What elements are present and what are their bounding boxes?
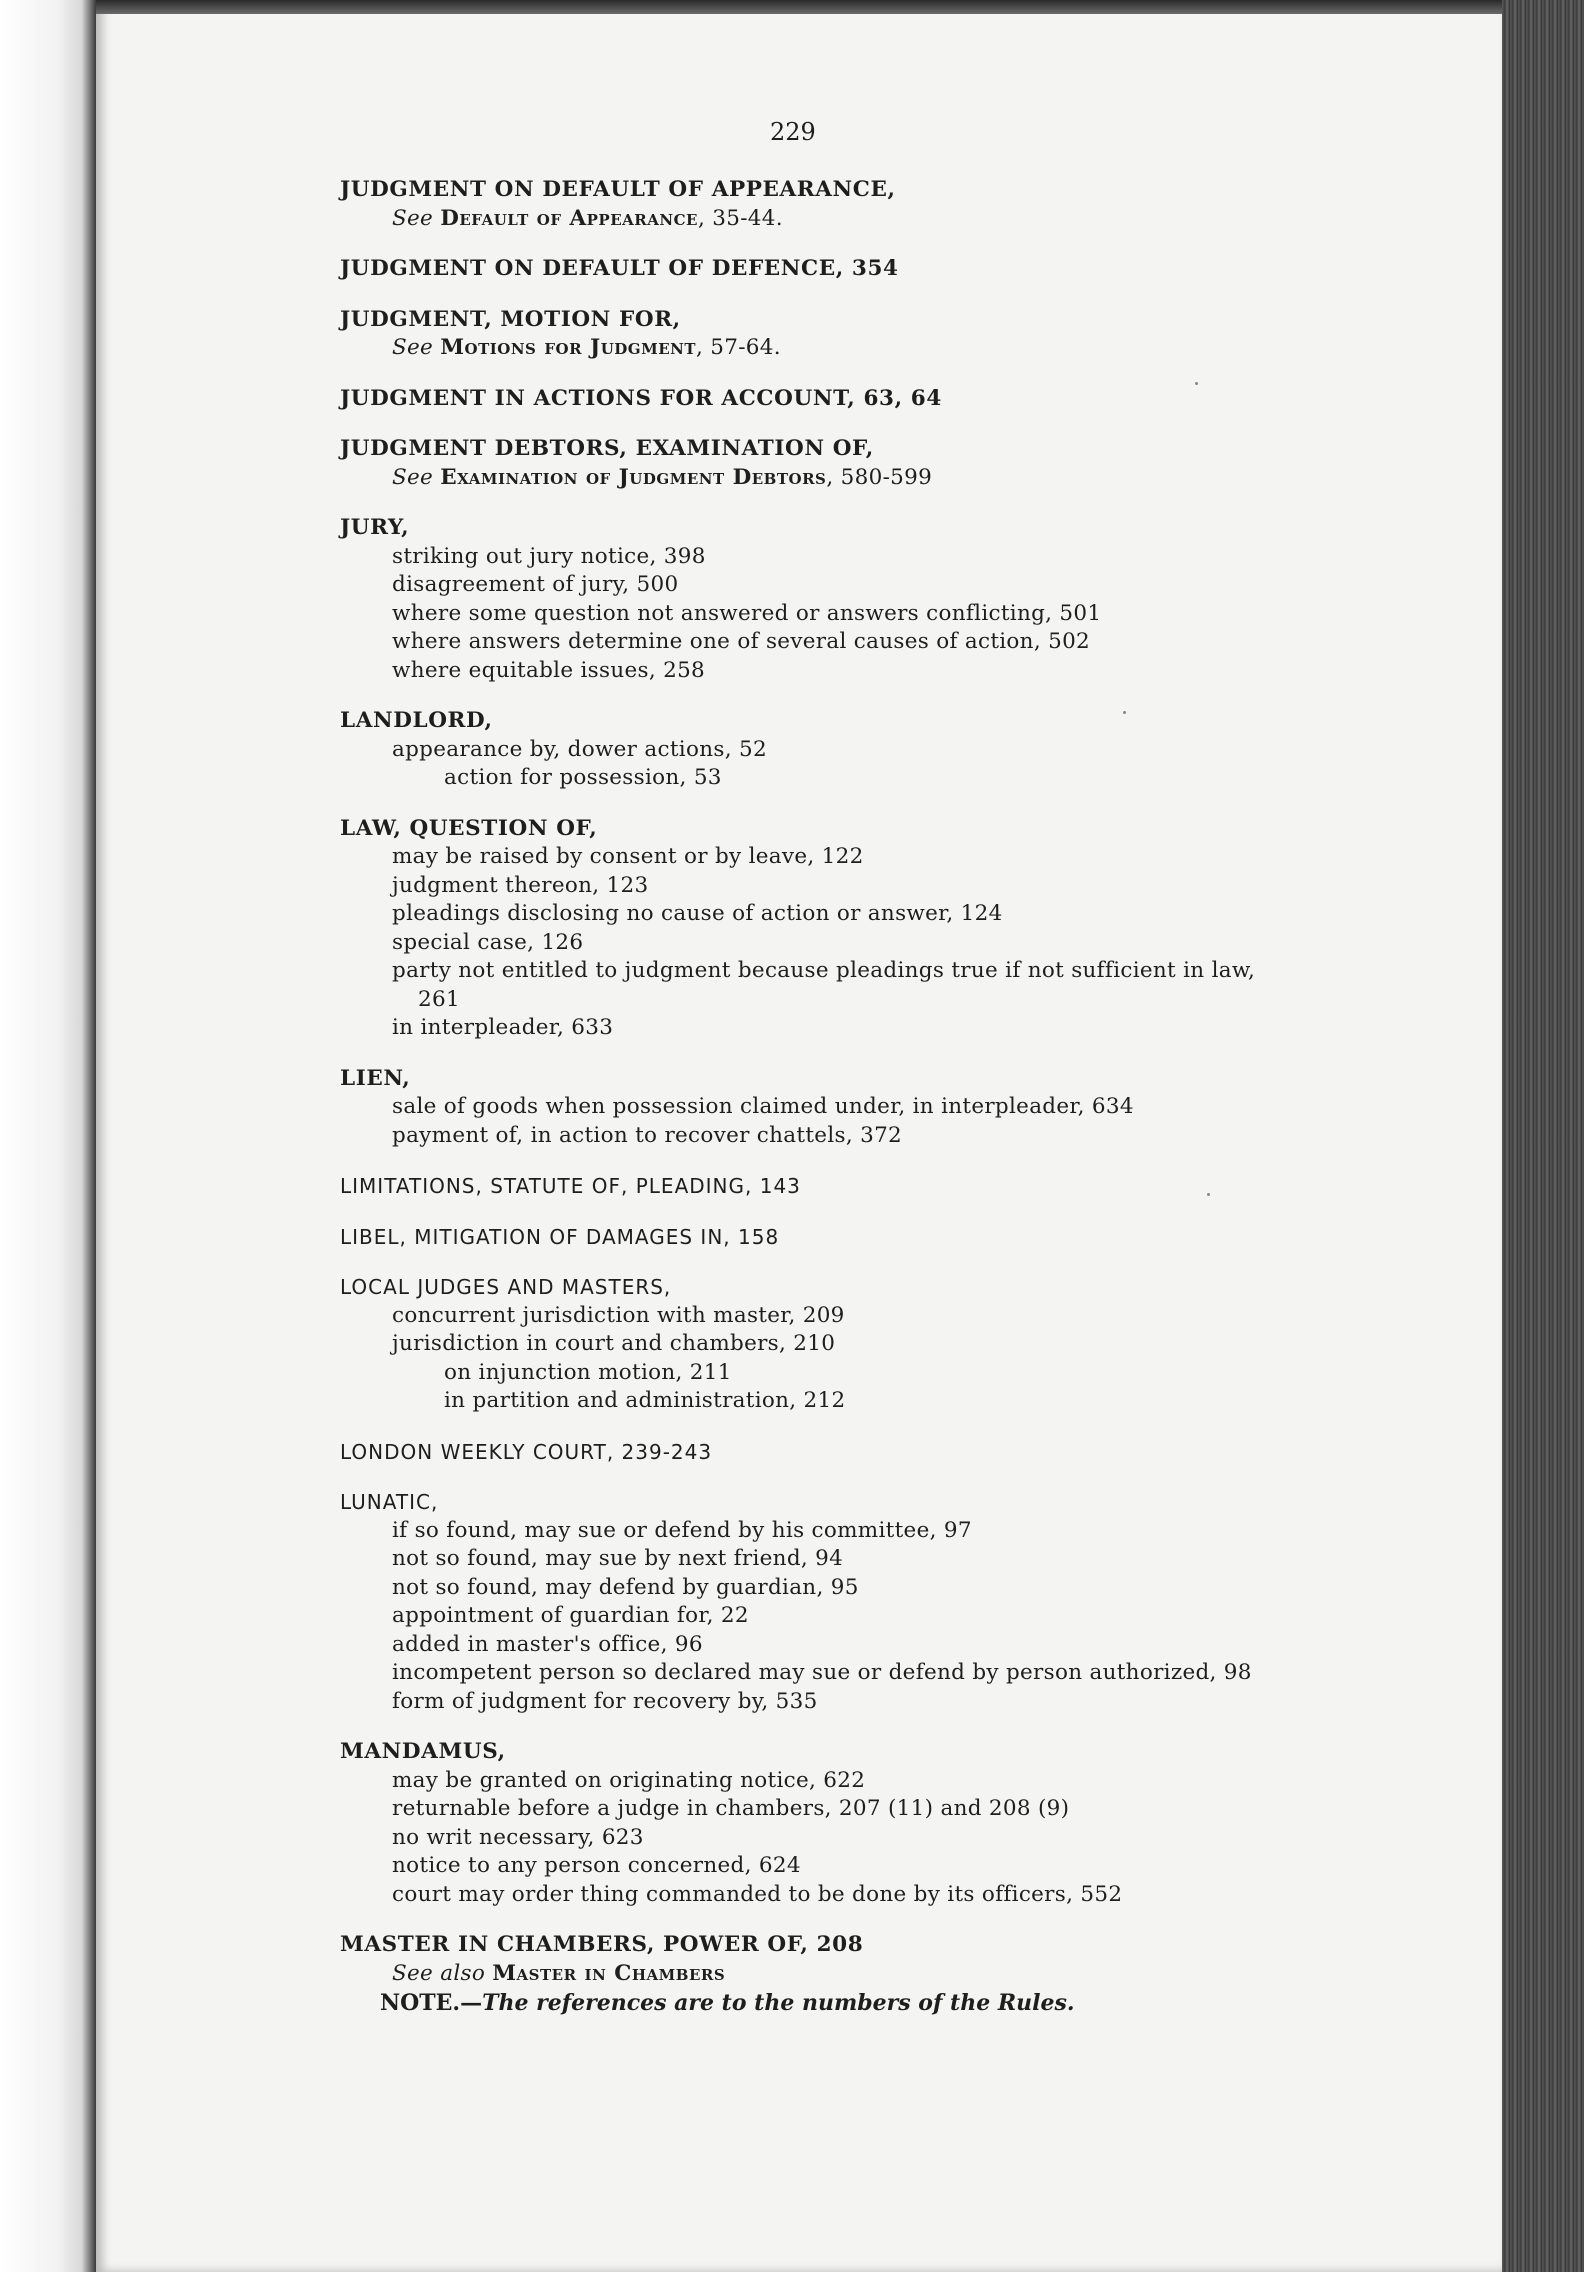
entry-heading: LIEN, (340, 1065, 411, 1091)
see-reference (340, 464, 1260, 493)
entry-heading: LOCAL JUDGES AND MASTERS, (340, 1275, 672, 1299)
subentry: not so found, may defend by guardian, 95 (392, 1574, 859, 1600)
subentry: striking out jury notice, 398 (392, 543, 706, 569)
entry-heading: MASTER IN CHAMBERS, POWER OF, 208 (340, 1932, 864, 1957)
subentry: where equitable issues, 258 (392, 657, 706, 683)
index-entry (340, 306, 1260, 363)
footnote-text: The references are to the numbers of the Rules. (482, 1990, 1075, 2016)
entry-heading: MANDAMUS, (340, 1739, 506, 1764)
entry-heading: JUDGMENT IN ACTIONS FOR ACCOUNT, 63, 64 (340, 385, 942, 411)
see-reference (340, 1960, 1260, 1989)
index-entry (340, 176, 1260, 233)
entry-heading: JURY, (340, 515, 410, 540)
subentry: appointment of guardian for, 22 (392, 1603, 749, 1628)
entry-heading: LANDLORD, (340, 708, 493, 733)
entry-heading: JUDGMENT ON DEFAULT OF APPEARANCE, (340, 177, 896, 202)
footnote (380, 1990, 1075, 2016)
entry-heading: LIBEL, MITIGATION OF DAMAGES IN, 158 (340, 1224, 780, 1249)
subentry: party not entitled to judgment because pleadings true if not sufficient in law, 261 (392, 958, 1256, 1012)
subentry: judgment thereon, 123 (392, 872, 649, 898)
see-prefix: See (392, 205, 434, 231)
scan-speck (1195, 382, 1198, 385)
sub-subentry: on injunction motion, 211 (444, 1359, 732, 1385)
see-target: Default of Appearance (440, 205, 698, 231)
subentry: sale of goods when possession claimed under, in interpleader, 634 (392, 1094, 1134, 1119)
entry-heading: LIMITATIONS, STATUTE OF, PLEADING, 143 (340, 1174, 801, 1198)
see-pages: , 35-44. (697, 205, 783, 231)
index-entry (340, 707, 1260, 793)
see-prefix: See (392, 464, 434, 490)
subentry: jurisdiction in court and chambers, 210 (392, 1331, 836, 1356)
see-pages: , 580-599 (826, 464, 933, 490)
entry-heading: JUDGMENT DEBTORS, EXAMINATION OF, (340, 436, 874, 461)
index-entry (340, 1931, 1260, 1988)
subentry: form of judgment for recovery by, 535 (392, 1688, 818, 1714)
subentry: disagreement of jury, 500 (392, 572, 679, 597)
book-edge (1502, 0, 1584, 2272)
subentry: no writ necessary, 623 (392, 1824, 644, 1850)
index-entry (340, 1273, 1260, 1416)
page-number: 229 (770, 118, 816, 146)
subentry: special case, 126 (392, 929, 584, 955)
subentry: court may order thing commanded to be done by its officers, 552 (392, 1881, 1123, 1907)
index-entry (340, 1438, 1260, 1467)
index-entry (340, 1738, 1260, 1909)
see-prefix: See also (392, 1960, 486, 1986)
subentry: where answers determine one of several causes of action, 502 (392, 629, 1091, 654)
subentry: added in master's office, 96 (392, 1631, 703, 1657)
index-entry (340, 1065, 1260, 1151)
scan-speck (1123, 711, 1126, 714)
entry-heading: LONDON WEEKLY COURT, 239-243 (340, 1439, 713, 1464)
entry-heading: LUNATIC, (340, 1490, 439, 1514)
entry-heading: JUDGMENT ON DEFAULT OF DEFENCE, 354 (340, 256, 899, 281)
index-entry (340, 1223, 1260, 1252)
see-prefix: See (392, 335, 434, 360)
entry-heading: LAW, QUESTION OF, (340, 815, 598, 841)
index-entry (340, 385, 1260, 414)
subentry: may be raised by consent or by leave, 122 (392, 844, 864, 869)
footnote-lead: NOTE.— (380, 1990, 483, 2016)
subentry: where some question not answered or answers conflicting, 501 (392, 600, 1102, 626)
see-target: Examination of Judgment Debtors (440, 464, 827, 490)
see-reference (340, 205, 1260, 234)
subentry: not so found, may sue by next friend, 94 (392, 1546, 844, 1571)
sub-subentry: in partition and administration, 212 (444, 1388, 846, 1413)
index-entry (340, 815, 1260, 1043)
see-target: Master in Chambers (492, 1960, 726, 1986)
left-page-gutter (0, 0, 96, 2272)
page-top-edge (96, 0, 1584, 14)
subentry: if so found, may sue or defend by his committee, 97 (392, 1517, 972, 1543)
subentry: pleadings disclosing no cause of action or answer, 124 (392, 901, 1003, 926)
subentry: appearance by, dower actions, 52 (392, 736, 767, 762)
index-entry (340, 255, 1260, 284)
index-entry (340, 514, 1260, 685)
see-pages: , 57-64. (696, 335, 781, 360)
subentry: payment of, in action to recover chattels, 372 (392, 1122, 903, 1148)
index-entry (340, 435, 1260, 492)
subentry: returnable before a judge in chambers, 207 (11) and 208 (9) (392, 1796, 1070, 1821)
index-entry (340, 1488, 1260, 1716)
see-target: Motions for Judgment (440, 335, 697, 360)
index-entry (340, 1172, 1260, 1201)
subentry: incompetent person so declared may sue or defend by person authorized, 98 (392, 1660, 1252, 1685)
subentry: in interpleader, 633 (392, 1015, 614, 1040)
index-entries (340, 176, 1260, 2010)
sub-subentry: action for possession, 53 (444, 765, 722, 790)
subentry: notice to any person concerned, 624 (392, 1853, 801, 1878)
subentry: concurrent jurisdiction with master, 209 (392, 1302, 845, 1328)
entry-heading: JUDGMENT, MOTION FOR, (340, 306, 681, 332)
subentry: may be granted on originating notice, 622 (392, 1767, 866, 1793)
see-reference (340, 334, 1260, 363)
scan-speck (1207, 1193, 1210, 1196)
